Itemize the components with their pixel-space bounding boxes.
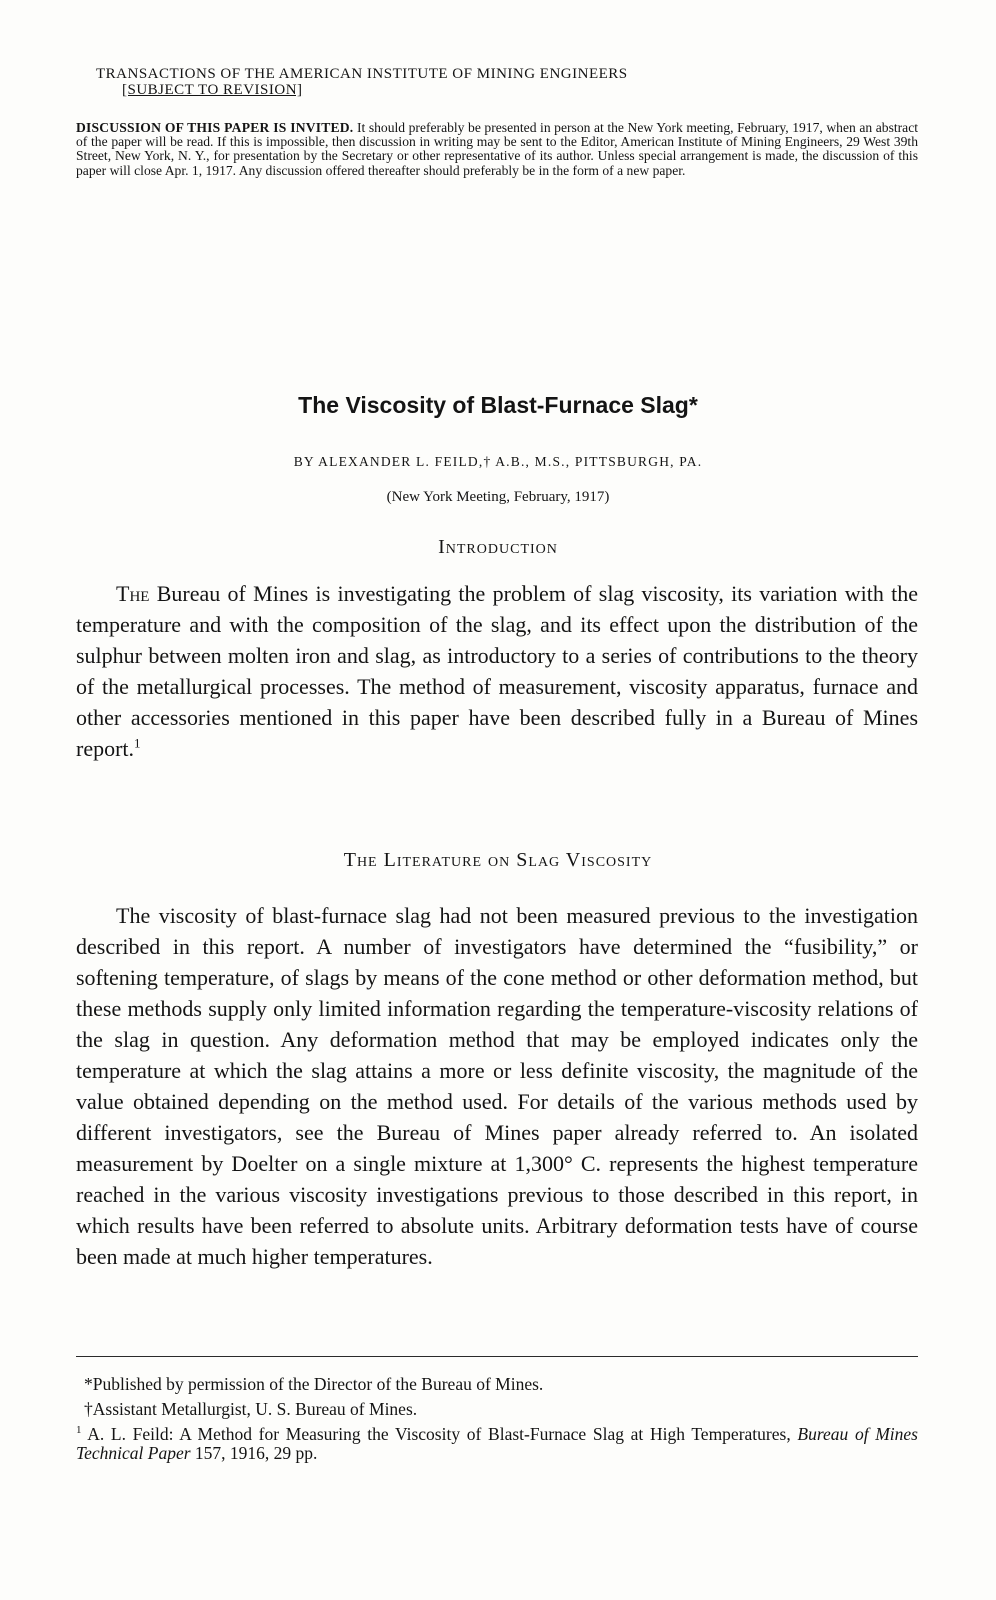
author-byline: BY ALEXANDER L. FEILD,† A.B., M.S., PITTSBURGH, PA. [293, 454, 703, 469]
section-heading-literature: The Literature on Slag Viscosity [343, 849, 653, 871]
discussion-body: It should preferably be presented in person at the New York meeting, February, 1917, when an abstract of the paper will be read. If this is impossible, then discussion in writing may be sent to the Editor, American Institute of Mining Engineers, 29 West 39th Street, New York, N. Y., for presentation by the Secretary or other representative of its author. Unless special arrangement is made, the discussion of this paper will close Apr. 1, 1917. Any discussion offered thereafter should preferably be in the form of a new paper. [76, 120, 919, 178]
revision-note: [SUBJECT TO REVISION] [122, 82, 303, 98]
footnote-dagger: †Assistant Metallurgist, U. S. Bureau of Mines. [84, 1399, 418, 1419]
footnote-1-text: A. L. Feild: A Method for Measuring the Viscosity of Blast-Furnace Slag at High Temperatures, [87, 1423, 791, 1444]
footnote-star: *Published by permission of the Director of the Bureau of Mines. [84, 1374, 544, 1394]
literature-paragraph: The viscosity of blast-furnace slag had not been measured previous to the investigation described in this report. A number of investigators have determined the “fusibility,” or softening temperature, of slags by means of the cone method or other deformation method, but these methods supply only limited information regarding the temperature-viscosity relations of the slag in question. Any deformation method that may be employed indicates only the temperature at which the slag attains a more or less definite viscosity, the magnitude of the value obtained depending on the method used. For details of the various methods used by different investigators, see the Bureau of Mines paper already referred to. An isolated measurement by Doelter on a single mixture at 1,300° C. represents the highest temperature reached in the various viscosity investigations previous to those described in this report, in which results have been referred to absolute units. Arbitrary deformation tests have of course been made at much higher temperatures. [76, 903, 918, 1269]
meeting-line: (New York Meeting, February, 1917) [386, 489, 610, 505]
section-heading-introduction: Introduction [438, 536, 558, 558]
footnote-divider [76, 1356, 918, 1357]
discussion-notice [76, 121, 918, 178]
footnote-1-tail: 157, 1916, 29 pp. [194, 1442, 318, 1463]
lead-word: The [116, 581, 150, 606]
footnote-1-journal: Bureau of Mines Technical Paper [76, 1423, 918, 1463]
footnote-1 [76, 1421, 918, 1463]
footnote-ref-1: 1 [134, 735, 141, 751]
journal-name: TRANSACTIONS OF THE AMERICAN INSTITUTE OF MINING ENGINEERS [96, 66, 628, 82]
introduction-text: Bureau of Mines is investigating the problem of slag viscosity, its variation with the temperature and with the composition of the slag, and its effect upon the distribution of the sulphur between molten iron and slag, as introductory to a series of contributions to the theory of the metallurgical processes. The method of measurement, viscosity apparatus, furnace and other accessories mentioned in this paper have been described fully in a Bureau of Mines report. [76, 581, 918, 761]
journal-header [96, 66, 628, 98]
introduction-paragraph [76, 578, 918, 764]
paper-title: The Viscosity of Blast-Furnace Slag* [298, 392, 698, 418]
discussion-lead: DISCUSSION OF THIS PAPER IS INVITED. [76, 120, 354, 135]
footnote-1-mark: 1 [76, 1424, 82, 1436]
